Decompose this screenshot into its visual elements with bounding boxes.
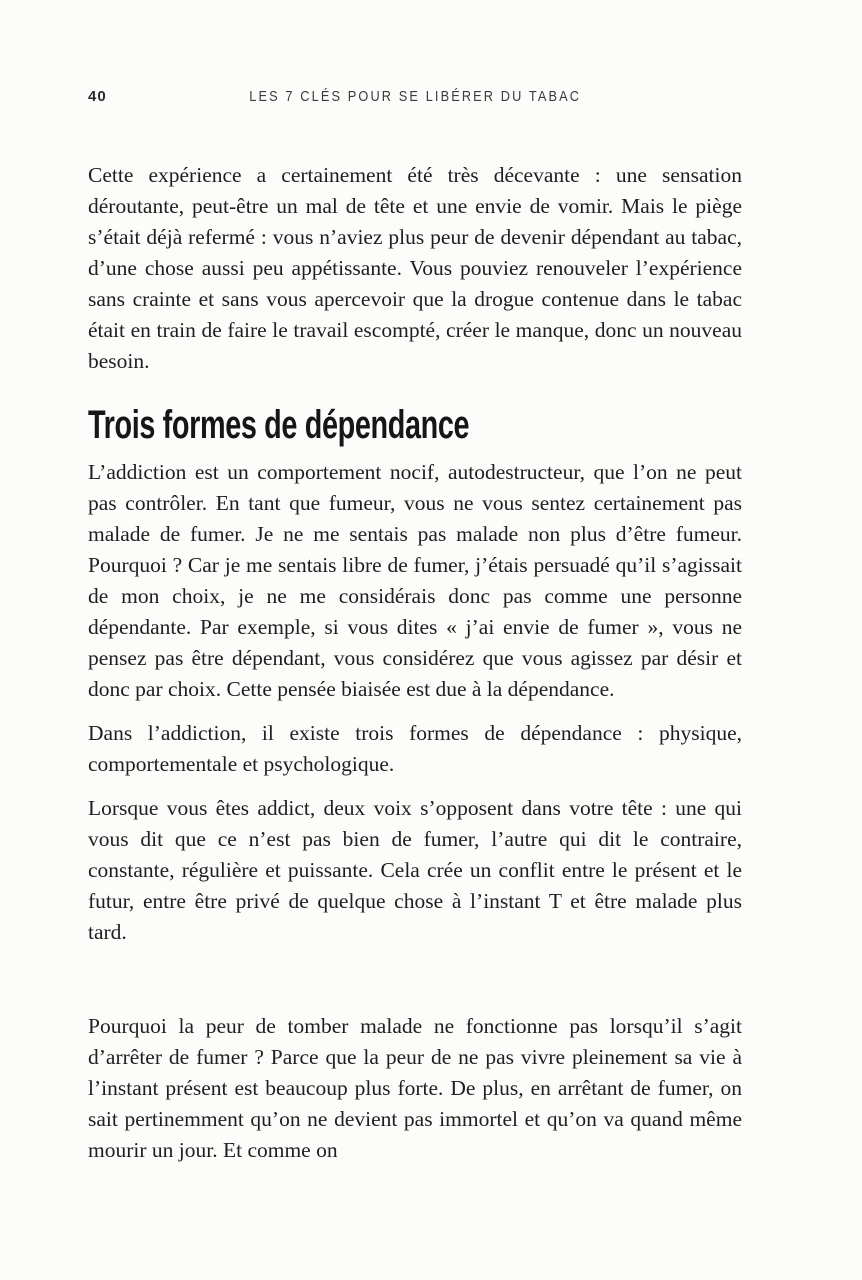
page-number: 40 bbox=[88, 88, 107, 105]
section-break-spacer bbox=[88, 961, 742, 1011]
body-paragraph: Lorsque vous êtes addict, deux voix s’opposent dans votre tête : une qui vous dit que ce n’est pas bien de fumer, l’autre qui dit le contraire, constante, régulière et puissante. Cela crée un conflit entre le présent et le futur, entre être privé de quelque chose à l’instant T et être malade plus tard. bbox=[88, 796, 742, 944]
body-paragraph: Pourquoi la peur de tomber malade ne fonctionne pas lorsqu’il s’agit d’arrêter de fumer ? Parce que la peur de ne pas vivre pleinement sa vie à l’instant présent est beaucoup plus forte. De plus, en arrêtant de fumer, on sait pertinemment qu’on ne devient pas immortel et qu’on va quand même mourir un jour. Et comme on bbox=[88, 1014, 742, 1162]
section-heading bbox=[88, 403, 742, 447]
body-paragraph: Dans l’addiction, il existe trois formes de dépendance : physique, comportementale et psychologique. bbox=[88, 721, 742, 776]
page-header bbox=[88, 88, 742, 110]
body-paragraph: L’addiction est un comportement nocif, autodestructeur, que l’on ne peut pas contrôler. En tant que fumeur, vous ne vous sentez certainement pas malade de fumer. Je ne me sentais pas malade non plus d’être fumeur. Pourquoi ? Car je me sentais libre de fumer, j’étais persuadé qu’il s’agissait de mon choix, je ne me considérais donc pas comme une personne dépendante. Par exemple, si vous dites « j’ai envie de fumer », vous ne pensez pas être dépendant, vous considérez que vous agissez par désir et donc par choix. Cette pensée biaisée est due à la dépendance. bbox=[88, 460, 742, 701]
content-flow bbox=[88, 160, 742, 1166]
body-paragraph: Cette expérience a certainement été très décevante : une sensation déroutante, peut-être un mal de tête et une envie de vomir. Mais le piège s’était déjà refermé : vous n’aviez plus peur de devenir dépendant au tabac, d’une chose aussi peu appétissante. Vous pouviez renouveler l’expérience sans crainte et sans vous apercevoir que la drogue contenue dans le tabac était en train de faire le travail escompté, créer le manque, donc un nouveau besoin. bbox=[88, 163, 742, 373]
running-title-wrap bbox=[88, 88, 742, 105]
running-title: LES 7 CLÉS POUR SE LIBÉRER DU TABAC bbox=[249, 88, 581, 105]
section-heading-text: Trois formes de dépendance bbox=[88, 403, 470, 447]
